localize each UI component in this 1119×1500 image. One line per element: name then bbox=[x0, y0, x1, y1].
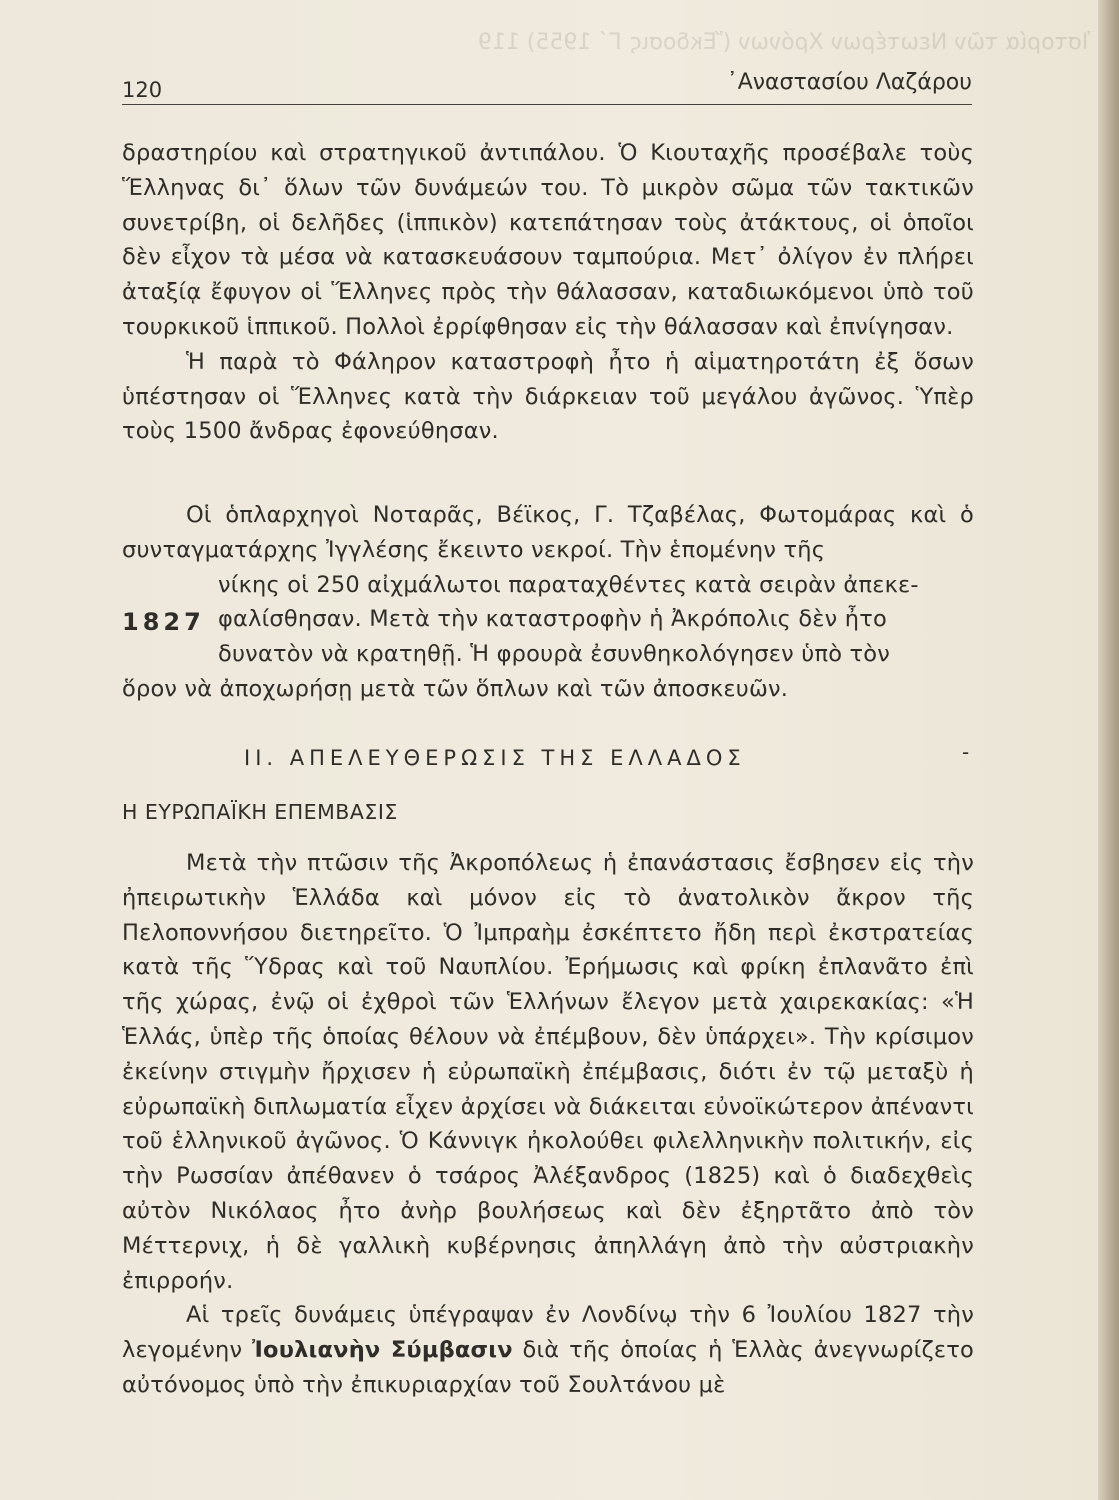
text-line: φαλίσθησαν. Μετὰ τὴν καταστροφὴν ἡ Ἀκρόπολις δὲν ἦτο bbox=[218, 606, 887, 633]
page-edge bbox=[1098, 0, 1119, 1500]
page-number: 120 bbox=[122, 78, 163, 102]
text-block-top bbox=[122, 136, 974, 449]
paragraph bbox=[122, 1298, 974, 1402]
side-note-lines bbox=[218, 568, 974, 672]
paragraph-text: Αἱ τρεῖς δυνάμεις ὑπέγραψαν ἐν Λονδίνῳ τὴν 6 Ἰουλίου 1827 τὴν λεγομένην bbox=[122, 1302, 974, 1364]
side-note-row bbox=[122, 568, 974, 672]
paragraph: Μετὰ τὴν πτῶσιν τῆς Ἀκροπόλεως ἡ ἐπανάστασις ἔσβησεν εἰς τὴν ἠπειρωτικὴν Ἑλλάδα καὶ μόνον εἰς τὸ ἀνατολικὸν ἄκρον τῆς Πελοποννήσου διετηρεῖτο. Ὁ Ἰμπραὴμ ἐσκέπτετο ἤδη περὶ ἐκστρατείας κατὰ τῆς Ὕδρας καὶ τοῦ Ναυπλίου. Ἐρήμωσις καὶ φρίκη ἐπλανᾶτο ἐπὶ τῆς χώρας, ἐνῷ οἱ ἐχθροὶ τῶν Ἑλλήνων ἔλεγον μετὰ χαιρεκακίας: «Ἡ Ἑλλάς, ὑπὲρ τῆς ὁποίας θέλουν νὰ ἐπέμβουν, δὲν ὑπάρχει». Τὴν κρίσιμον ἐκείνην στιγμὴν ἤρχισεν ἡ εὐρωπαϊκὴ ἐπέμβασις, διότι ἐν τῷ μεταξὺ ἡ εὐρωπαϊκὴ διπλωματία εἶχεν ἀρχίσει νὰ διάκειται εὐνοϊκώτερον ἀπέναντι τοῦ ἑλληνικοῦ ἀγῶνος. Ὁ Κάννιγκ ἠκολούθει φιλελληνικὴν πολιτικήν, εἰς τὴν Ρωσσίαν ἀπέθανεν ὁ τσάρος Ἀλέξανδρος (1825) καὶ ὁ διαδεχθεὶς αὐτὸν Νικόλαος ἦτο ἀνὴρ βουλήσεως καὶ δὲν ἐξηρτᾶτο ἀπὸ τὸν Μέττερνιχ, ἡ δὲ γαλλικὴ κυβέρνησις ἀπηλλάγη ἀπὸ τὴν αὐστριακὴν ἐπιρροήν. bbox=[122, 850, 974, 1294]
bleed-through-text: Ἱστορία τῶν Νεωτέρων Χρόνων (Ἔκδοσις Γ´ 1955) 119 bbox=[477, 30, 1090, 55]
text-line: νίκης οἱ 250 αἰχμάλωτοι παραταχθέντες κατὰ σειρὰν ἀπεκε- bbox=[218, 571, 919, 598]
text-line: δυνατὸν νὰ κρατηθῇ. Ἡ φρουρὰ ἐσυνθηκολόγησεν ὑπὸ τὸν bbox=[218, 641, 891, 668]
paragraph: Οἱ ὁπλαρχηγοὶ Νοταρᾶς, Βέϊκος, Γ. Τζαβέλας, Φωτομάρας καὶ ὁ συνταγματάρχης Ἰγγλέσης ἔκειντο νεκροί. Τὴν ἑπομένην τῆς bbox=[122, 502, 974, 563]
section-title: ΙΙ. ΑΠΕΛΕΥΘΕΡΩΣΙΣ ΤΗΣ ΕΛΛΑΔΟΣ bbox=[244, 746, 746, 770]
margin-year: 1827 bbox=[122, 607, 205, 636]
paragraph-tail: ὅρον νὰ ἀποχωρήσῃ μετὰ τῶν ὅπλων καὶ τῶν ἀποσκευῶν. bbox=[122, 675, 789, 702]
margin-dash-mark: - bbox=[962, 740, 970, 764]
page-header bbox=[122, 64, 972, 105]
paragraph-text: διὰ τῆς ὁποίας ἡ Ἑλλὰς ἀνεγνωρίζετο αὐτόνομος ὑπὸ τὴν ἐπικυριαρχίαν τοῦ Σουλτάνου μὲ bbox=[122, 1337, 974, 1398]
bold-term: Ἰουλιανὴν Σύμβασιν bbox=[251, 1337, 513, 1364]
running-head: ᾽Αναστασίου Λαζάρου bbox=[726, 70, 972, 95]
paragraph: Ἡ παρὰ τὸ Φάληρον καταστροφὴ ἦτο ἡ αἱματηροτάτη ἐξ ὅσων ὑπέστησαν οἱ Ἕλληνες κατὰ τὴν διάρκειαν τοῦ μεγάλου ἀγῶνος. Ὑπὲρ τοὺς 1500 ἄνδρας ἐφονεύθησαν. bbox=[122, 348, 974, 445]
subsection-title: Η ΕΥΡΩΠΑΪΚΗ ΕΠΕΜΒΑΣΙΣ bbox=[122, 800, 398, 824]
paragraph: δραστηρίου καὶ στρατηγικοῦ ἀντιπάλου. Ὁ Κιουταχῆς προσέβαλε τοὺς Ἕλληνας δι᾽ ὅλων τῶν δυνάμεών του. Τὸ μικρὸν σῶμα τῶν τακτικῶν συνετρίβη, οἱ δελῆδες (ἱππικὸν) κατεπάτησαν τοὺς ἀτάκτους, οἱ ὁποῖοι δὲν εἶχον τὰ μέσα νὰ κατασκευάσουν ταμπούρια. Μετ᾽ ὀλίγον ἐν πλήρει ἀταξίᾳ ἔφυγον οἱ Ἕλληνες πρὸς τὴν θάλασσαν, καταδιωκόμενοι ὑπὸ τοῦ τουρκικοῦ ἱππικοῦ. Πολλοὶ ἐρρίφθησαν εἰς τὴν θάλασσαν καὶ ἐπνίγησαν. bbox=[122, 140, 974, 340]
text-block-bottom bbox=[122, 846, 974, 1403]
text-block-side-note bbox=[122, 498, 974, 707]
